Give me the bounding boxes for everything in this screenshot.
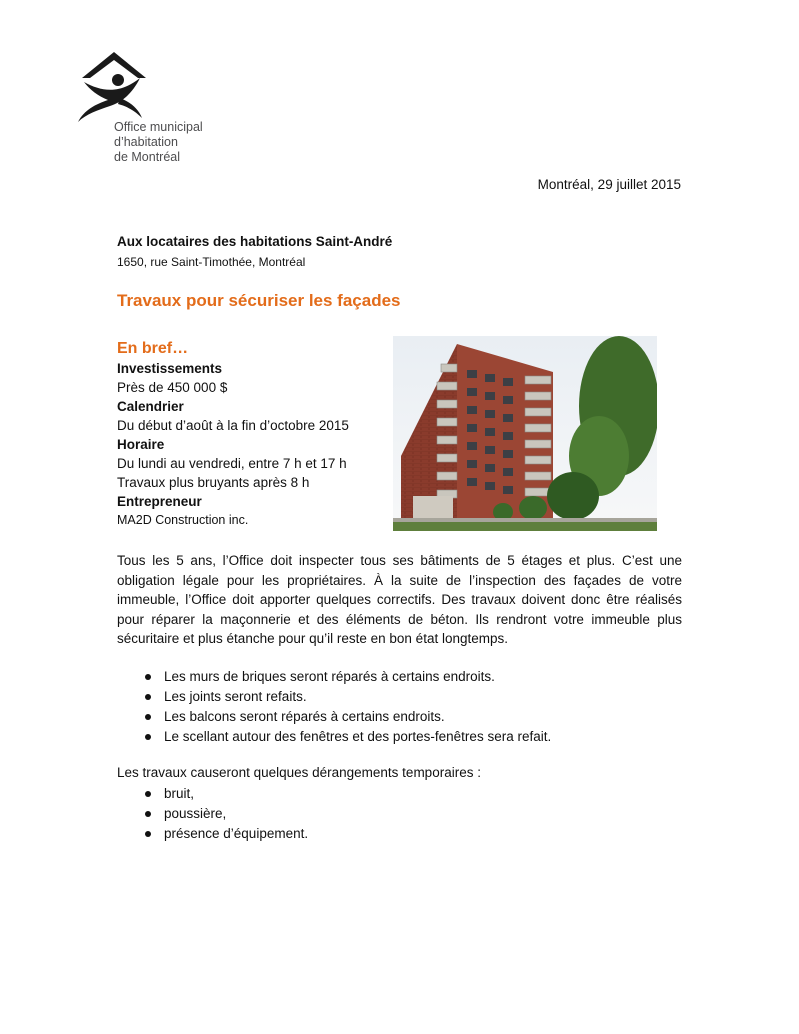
bullet-icon xyxy=(145,831,151,837)
summary-label: Investissements xyxy=(117,361,223,376)
summary-value: Du début d’août à la fin d’octobre 2015 xyxy=(117,418,349,433)
list-item xyxy=(117,824,308,844)
bullet-icon xyxy=(145,734,151,740)
list-item-text: Les balcons seront réparés à certains endroits. xyxy=(164,709,445,724)
list-item-text: Le scellant autour des fenêtres et des portes-fenêtres sera refait. xyxy=(164,729,552,744)
list-item xyxy=(117,667,551,687)
disturbances-list xyxy=(117,784,308,844)
list-item-text: présence d’équipement. xyxy=(164,826,309,841)
letter-title: Travaux pour sécuriser les façades xyxy=(117,291,401,310)
house-person-icon xyxy=(74,48,154,128)
summary-value: Près de 450 000 $ xyxy=(117,380,228,395)
summary-label: Horaire xyxy=(117,437,165,452)
work-items-list xyxy=(117,667,551,747)
body-paragraph: Tous les 5 ans, l’Office doit inspecter tous ses bâtiments de 5 étages et plus. C’est une obligation légale pour les propriétaires. À la suite de l’inspection des façades de votre immeuble, l’Office doit apporter quelques correctifs. Des travaux doivent donc être réalisés pour réparer la maçonnerie et des éléments de béton. Ils rendront votre immeuble plus sécuritaire et plus étanche pour qu’il reste en bon état longtemps. xyxy=(117,553,682,646)
summary-value: Du lundi au vendredi, entre 7 h et 17 h xyxy=(117,456,347,471)
bullet-icon xyxy=(145,811,151,817)
logo-line: d’habitation xyxy=(114,135,178,149)
summary-label: Entrepreneur xyxy=(117,494,202,509)
list-item xyxy=(117,784,308,804)
building-photo xyxy=(393,336,657,531)
bullet-icon xyxy=(145,694,151,700)
list-item-text: Les joints seront refaits. xyxy=(164,689,307,704)
list-item xyxy=(117,727,551,747)
bullet-icon xyxy=(145,714,151,720)
letter-date: Montréal, 29 juillet 2015 xyxy=(537,177,681,192)
summary-label: Calendrier xyxy=(117,399,184,414)
disturbances-intro: Les travaux causeront quelques dérangements temporaires : xyxy=(117,765,481,780)
bullet-icon xyxy=(145,674,151,680)
bullet-icon xyxy=(145,791,151,797)
list-item xyxy=(117,804,308,824)
list-item-text: Les murs de briques seront réparés à certains endroits. xyxy=(164,669,495,684)
summary-section xyxy=(117,339,387,530)
omhm-logo xyxy=(74,48,214,166)
summary-heading: En bref… xyxy=(117,340,189,357)
recipient-heading: Aux locataires des habitations Saint-André xyxy=(117,234,393,249)
logo-line: Office municipal xyxy=(114,120,203,134)
summary-value: MA2D Construction inc. xyxy=(117,513,249,527)
list-item xyxy=(117,687,551,707)
list-item-text: bruit, xyxy=(164,786,195,801)
list-item xyxy=(117,707,551,727)
recipient-address: 1650, rue Saint-Timothée, Montréal xyxy=(117,255,306,269)
list-item-text: poussière, xyxy=(164,806,227,821)
organization-name xyxy=(114,120,203,165)
logo-line: de Montréal xyxy=(114,150,181,164)
summary-value: Travaux plus bruyants après 8 h xyxy=(117,475,310,490)
